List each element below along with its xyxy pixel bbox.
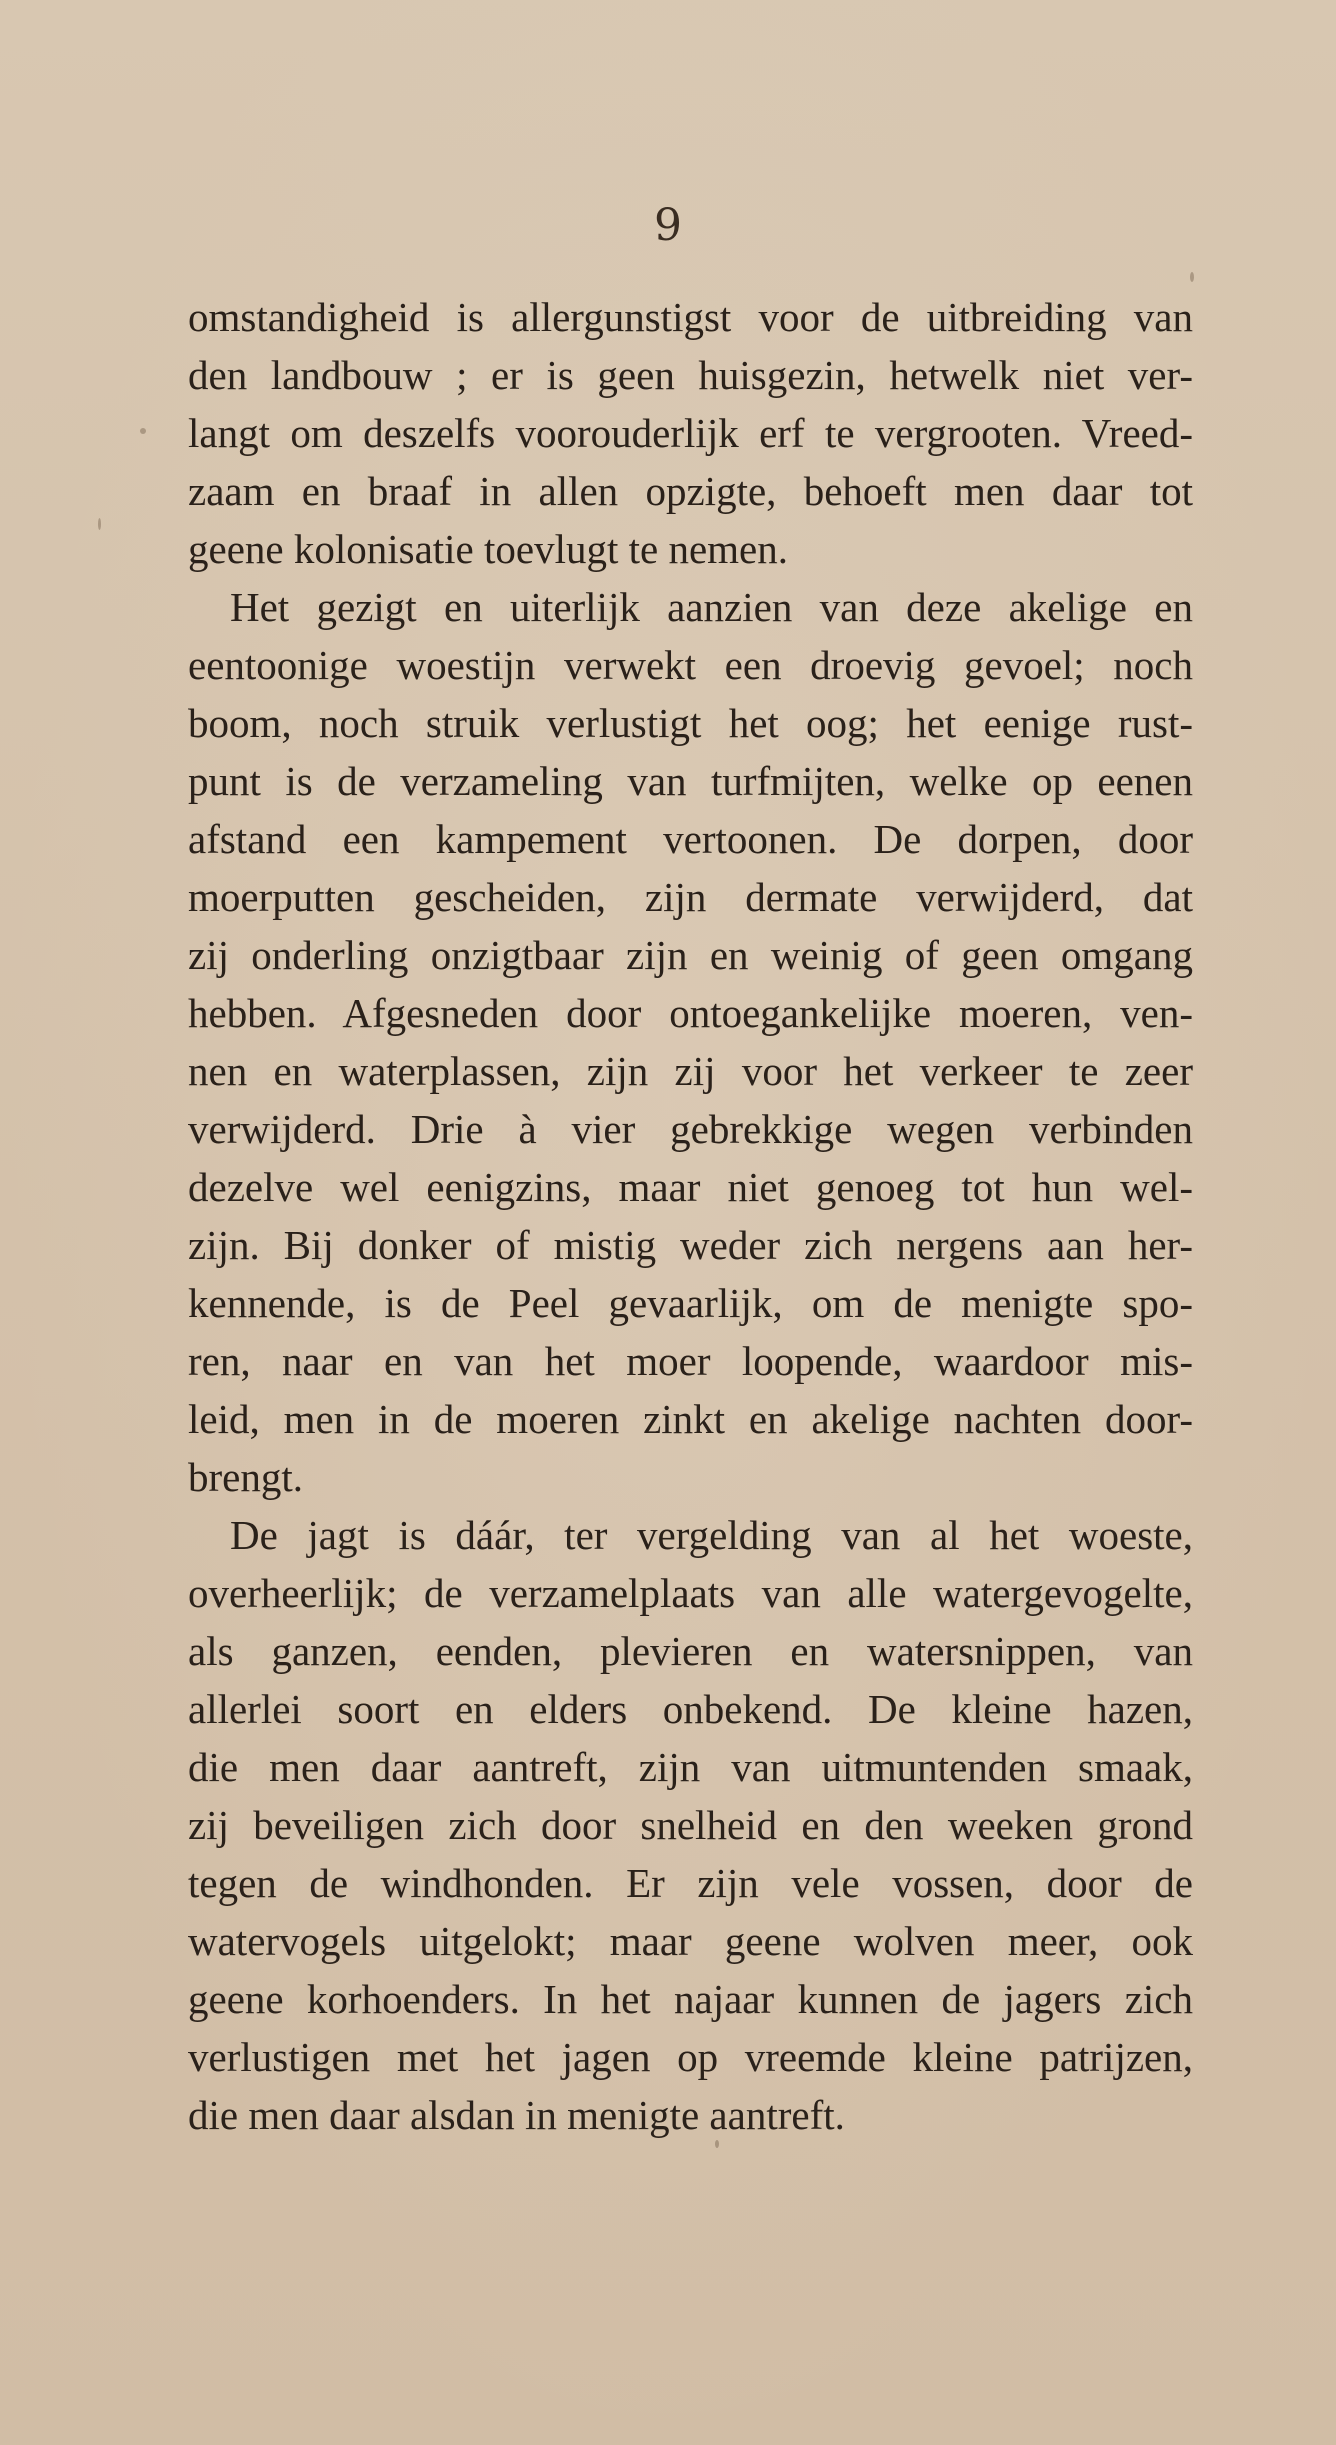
text-line: zijn. Bij donker of mistig weder zich nergens aan her- <box>188 1222 1193 1268</box>
text-line: ren, naar en van het moer loopende, waardoor mis- <box>188 1338 1193 1384</box>
text-line: geene kolonisatie toevlugt te nemen. <box>188 526 789 572</box>
text-line: dezelve wel eenigzins, maar niet genoeg tot hun wel- <box>188 1164 1193 1210</box>
paper-speck <box>140 428 146 434</box>
text-line: zij beveiligen zich door snelheid en den weeken grond <box>188 1802 1193 1848</box>
paragraph-3 <box>188 1506 1193 2144</box>
text-line: watervogels uitgelokt; maar geene wolven meer, ook <box>188 1918 1193 1964</box>
text-line: boom, noch struik verlustigt het oog; het eenige rust- <box>188 700 1193 746</box>
text-line: eentoonige woestijn verwekt een droevig gevoel; noch <box>188 642 1193 688</box>
text-line: kennende, is de Peel gevaarlijk, om de menigte spo- <box>188 1280 1193 1326</box>
text-line: zaam en braaf in allen opzigte, behoeft men daar tot <box>188 468 1193 514</box>
text-line: die men daar aantreft, zijn van uitmuntenden smaak, <box>188 1744 1193 1790</box>
text-line: geene korhoenders. In het najaar kunnen de jagers zich <box>188 1976 1193 2022</box>
paragraph-2 <box>188 578 1193 1506</box>
text-line: verlustigen met het jagen op vreemde kleine patrijzen, <box>188 2034 1193 2080</box>
text-line: moerputten gescheiden, zijn dermate verwijderd, dat <box>188 874 1193 920</box>
text-line: als ganzen, eenden, plevieren en watersnippen, van <box>188 1628 1193 1674</box>
text-line: brengt. <box>188 1454 303 1500</box>
paragraph-1 <box>188 288 1193 578</box>
text-line: overheerlijk; de verzamelplaats van alle watergevogelte, <box>188 1570 1193 1616</box>
text-line: langt om deszelfs voorouderlijk erf te vergrooten. Vreed- <box>188 410 1193 456</box>
text-line: punt is de verzameling van turfmijten, welke op eenen <box>188 758 1193 804</box>
text-line: leid, men in de moeren zinkt en akelige nachten door- <box>188 1396 1193 1442</box>
text-line: verwijderd. Drie à vier gebrekkige wegen verbinden <box>188 1106 1193 1152</box>
text-line: zij onderling onzigtbaar zijn en weinig of geen omgang <box>188 932 1193 978</box>
text-line: den landbouw ; er is geen huisgezin, hetwelk niet ver- <box>188 352 1193 398</box>
text-line: nen en waterplassen, zijn zij voor het verkeer te zeer <box>188 1048 1193 1094</box>
page-number: 9 <box>654 200 682 251</box>
body-text <box>188 288 1193 2144</box>
text-line: hebben. Afgesneden door ontoegankelijke moeren, ven- <box>188 990 1193 1036</box>
paper-speck <box>1190 272 1194 282</box>
text-line: Het gezigt en uiterlijk aanzien van deze akelige en <box>230 584 1193 630</box>
text-line: De jagt is dáár, ter vergelding van al het woeste, <box>230 1512 1193 1558</box>
text-line: tegen de windhonden. Er zijn vele vossen, door de <box>188 1860 1193 1906</box>
text-line: die men daar alsdan in menigte aantreft. <box>188 2092 845 2138</box>
text-line: allerlei soort en elders onbekend. De kleine hazen, <box>188 1686 1193 1732</box>
paper-speck <box>98 518 101 530</box>
text-line: omstandigheid is allergunstigst voor de uitbreiding van <box>188 294 1193 340</box>
text-line: afstand een kampement vertoonen. De dorpen, door <box>188 816 1193 862</box>
